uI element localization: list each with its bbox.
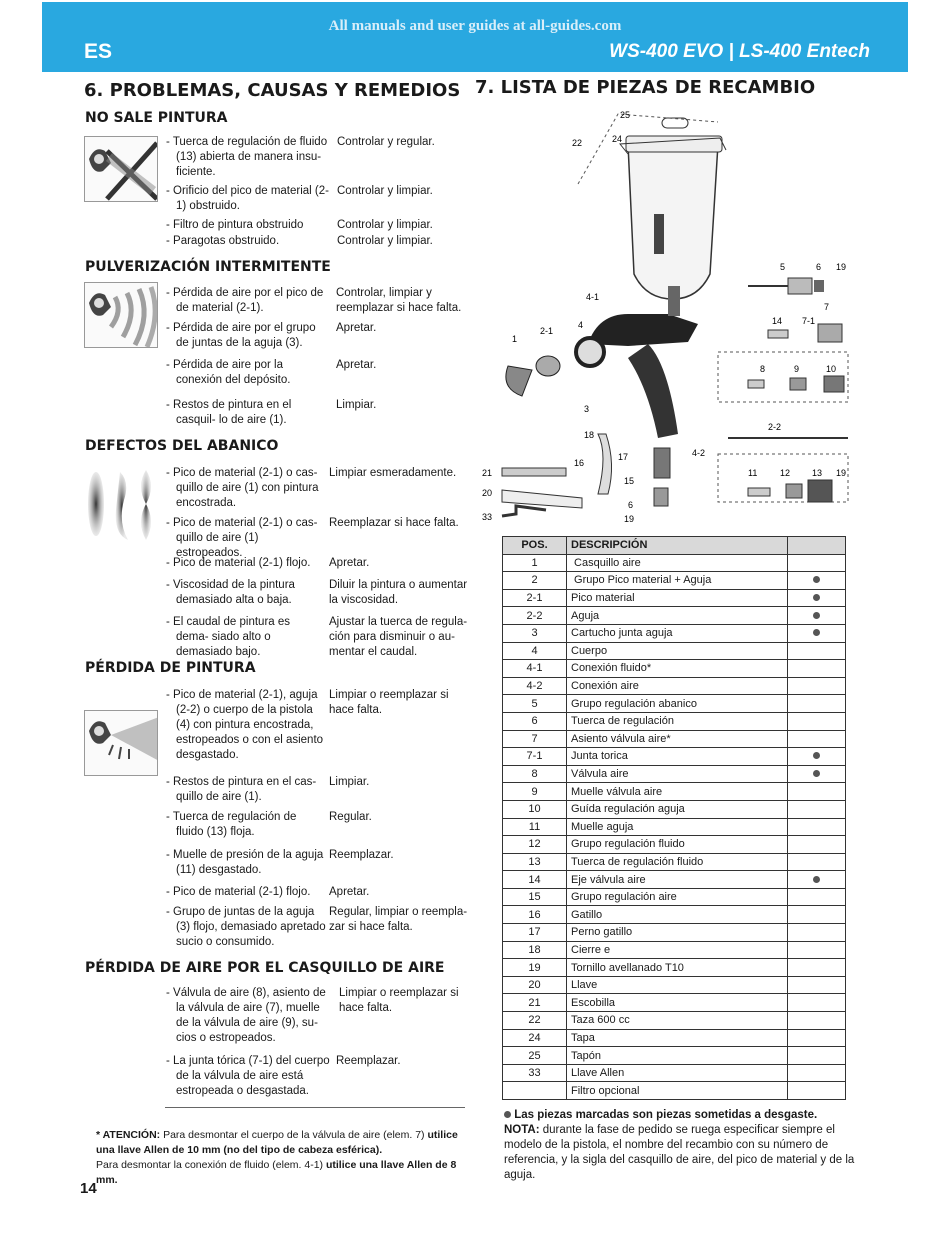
- part-description: Grupo regulación aire: [567, 888, 788, 906]
- remedy-text: Regular, limpiar o reempla- zar si hace falta.: [329, 906, 468, 933]
- section-title-air-leak: PÉRDIDA DE AIRE POR EL CASQUILLO DE AIRE: [85, 960, 445, 976]
- wear-marker: [788, 853, 846, 871]
- diagram-label: 10: [826, 364, 837, 374]
- diagram-label: 7: [824, 302, 830, 312]
- diagram-label: 6: [816, 262, 822, 272]
- remedy-text: Limpiar o reemplazar si hace falta.: [339, 987, 459, 1014]
- table-row: [503, 853, 846, 871]
- diagram-label: 11: [748, 468, 758, 478]
- part-position: 7-1: [503, 748, 567, 766]
- attention-text-2: Para desmontar la conexión de fluido (elem. 4-1): [96, 1159, 326, 1171]
- part-position: 7: [503, 730, 567, 748]
- cause-text: - Orificio del pico de material (2-1) obstruido.: [166, 185, 329, 212]
- part-position: 2-2: [503, 607, 567, 625]
- wear-marker: [788, 818, 846, 836]
- column-header-pos: POS.: [503, 537, 567, 555]
- wear-marker: [788, 1012, 846, 1030]
- order-note: [504, 1123, 864, 1183]
- part-position: 20: [503, 976, 567, 994]
- remedy-text: Limpiar o reemplazar si hace falta.: [329, 689, 449, 716]
- cause-text: - Restos de pintura en el casquil- lo de aire (1).: [166, 399, 292, 426]
- wear-marker: [788, 624, 846, 642]
- part-position: 13: [503, 853, 567, 871]
- table-row: [503, 677, 846, 695]
- diagram-label: 15: [624, 476, 635, 486]
- part-description: Conexión aire: [567, 677, 788, 695]
- section-divider: [165, 1107, 465, 1108]
- table-row: [503, 642, 846, 660]
- remedy-text: Controlar, limpiar y reemplazar si hace falta.: [336, 287, 462, 314]
- table-row: [503, 607, 846, 625]
- attention-label: * ATENCIÓN:: [96, 1129, 161, 1141]
- part-position: 24: [503, 1029, 567, 1047]
- part-position: 5: [503, 695, 567, 713]
- diagram-label: 16: [574, 458, 585, 468]
- remedy-text: Controlar y limpiar.: [337, 219, 433, 231]
- cause-text: - Filtro de pintura obstruido: [166, 219, 304, 231]
- cause-text: - Viscosidad de la pintura demasiado alta o baja.: [166, 579, 295, 606]
- table-row: [503, 695, 846, 713]
- wear-marker: [788, 730, 846, 748]
- no-paint-icon: [84, 136, 158, 202]
- column-header-description: DESCRIPCIÓN: [567, 537, 788, 555]
- wear-marker: [788, 836, 846, 854]
- wear-marker: [788, 712, 846, 730]
- part-description: Llave: [567, 976, 788, 994]
- model-name: WS-400 EVO | LS-400 Entech: [609, 41, 870, 62]
- table-row: [503, 624, 846, 642]
- part-description: Tuerca de regulación fluido: [567, 853, 788, 871]
- table-row: [503, 572, 846, 590]
- part-description: Conexión fluido*: [567, 660, 788, 678]
- part-description: Tapa: [567, 1029, 788, 1047]
- wear-marker: [788, 976, 846, 994]
- remedy-text: Controlar y limpiar.: [337, 235, 433, 247]
- table-row: [503, 976, 846, 994]
- table-row: [503, 748, 846, 766]
- remedy-text: Limpiar.: [336, 399, 377, 411]
- remedy-text: Reemplazar si hace falta.: [329, 517, 459, 529]
- fan-defect-icon: [84, 464, 158, 546]
- remedy-text: Regular.: [329, 811, 372, 823]
- page-header: [42, 2, 908, 72]
- diagram-label: 19: [836, 262, 847, 272]
- wear-marker: [788, 994, 846, 1012]
- part-position: 2-1: [503, 589, 567, 607]
- intermittent-spray-icon: [84, 282, 158, 348]
- remedy-text: Apretar.: [329, 557, 370, 569]
- table-row: [503, 1012, 846, 1030]
- part-position: 10: [503, 800, 567, 818]
- table-row: [503, 1029, 846, 1047]
- diagram-label: 3: [584, 404, 590, 414]
- part-position: 4-2: [503, 677, 567, 695]
- part-position: 12: [503, 836, 567, 854]
- part-description: Junta torica: [567, 748, 788, 766]
- part-description: Grupo regulación fluido: [567, 836, 788, 854]
- cause-text: - El caudal de pintura es dema- siado alto o demasiado bajo.: [166, 616, 291, 658]
- cause-text: - Tuerca de regulación de fluido (13) abierta de manera insu- ficiente.: [166, 136, 328, 178]
- diagram-label: 19: [836, 468, 847, 478]
- remedy-text: Reemplazar.: [336, 1055, 401, 1067]
- table-row: [503, 712, 846, 730]
- cause-text: - Pico de material (2-1) flojo.: [166, 886, 311, 898]
- diagram-label: 1: [512, 334, 518, 344]
- column-header-wear: [788, 537, 846, 555]
- part-description: Eje válvula aire: [567, 871, 788, 889]
- part-position: 6: [503, 712, 567, 730]
- wear-marker: [788, 1082, 846, 1100]
- diagram-label: 24: [612, 134, 623, 144]
- part-description: Válvula aire: [567, 765, 788, 783]
- diagram-label: 4-1: [586, 292, 600, 302]
- remedy-text: Ajustar la tuerca de regula- ción para disminuir o au- mentar el caudal.: [329, 616, 468, 658]
- wear-dot-icon: [813, 876, 820, 883]
- remedy-text: Reemplazar.: [329, 849, 394, 861]
- table-row: [503, 924, 846, 942]
- part-description: Guída regulación aguja: [567, 800, 788, 818]
- part-description: Muelle válvula aire: [567, 783, 788, 801]
- table-row: [503, 783, 846, 801]
- wear-dot-icon: [813, 629, 820, 636]
- cause-text: - Pico de material (2-1) o cas- quillo de aire (1) con pintura encostrada.: [166, 467, 319, 509]
- wear-marker: [788, 677, 846, 695]
- cause-text: - Grupo de juntas de la aguja (3) flojo, demasiado apretado sucio o consumido.: [166, 906, 326, 948]
- table-row: [503, 1064, 846, 1082]
- wear-dot-icon: [813, 752, 820, 759]
- exploded-parts-diagram: [478, 104, 858, 528]
- attention-bold-1: utilice una llave Allen de 10 mm (no del tipo de cabeza esférica).: [96, 1129, 458, 1156]
- diagram-label: 6: [628, 500, 634, 510]
- part-description: Tapón: [567, 1047, 788, 1065]
- part-description: Aguja: [567, 607, 788, 625]
- table-row: [503, 818, 846, 836]
- attention-bold-2: utilice una llave Allen de 8 mm.: [96, 1159, 457, 1186]
- diagram-label: 25: [620, 110, 631, 120]
- wear-marker: [788, 906, 846, 924]
- diagram-label: 12: [780, 468, 791, 478]
- wear-marker: [788, 924, 846, 942]
- remedy-text: Controlar y limpiar.: [337, 185, 433, 197]
- part-position: 8: [503, 765, 567, 783]
- parts-table: [502, 536, 846, 1100]
- table-row: [503, 730, 846, 748]
- diagram-label: 17: [618, 452, 629, 462]
- attention-note: [96, 1128, 468, 1188]
- wear-marker: [788, 695, 846, 713]
- remedy-text: Apretar.: [336, 359, 377, 371]
- wear-dot-icon: [813, 612, 820, 619]
- part-description: Tornillo avellanado T10: [567, 959, 788, 977]
- wear-marker: [788, 642, 846, 660]
- wear-marker: [788, 1047, 846, 1065]
- wear-marker: [788, 572, 846, 590]
- wear-dot-icon: [813, 770, 820, 777]
- diagram-label: 22: [572, 138, 583, 148]
- diagram-label: 4: [578, 320, 584, 330]
- section-title-intermittent: PULVERIZACIÓN INTERMITENTE: [85, 259, 331, 275]
- table-row: [503, 589, 846, 607]
- diagram-label: 9: [794, 364, 800, 374]
- part-position: 18: [503, 941, 567, 959]
- cause-text: - Tuerca de regulación de fluido (13) floja.: [166, 811, 297, 838]
- cause-text: - Pérdida de aire por el grupo de juntas de la aguja (3).: [166, 322, 316, 349]
- part-position: 1: [503, 554, 567, 572]
- cause-text: - Restos de pintura en el cas- quillo de aire (1).: [166, 776, 317, 803]
- wear-marker: [788, 1064, 846, 1082]
- part-position: 33: [503, 1064, 567, 1082]
- wear-dot-icon: [813, 594, 820, 601]
- cause-text: - Paragotas obstruido.: [166, 235, 280, 247]
- wear-marker: [788, 607, 846, 625]
- cause-text: - Pérdida de aire por la conexión del depósito.: [166, 359, 291, 386]
- diagram-label: 14: [772, 316, 783, 326]
- remedy-text: Diluir la pintura o aumentar la viscosidad.: [329, 579, 468, 606]
- part-description: Tuerca de regulación: [567, 712, 788, 730]
- diagram-label: 2-2: [768, 422, 782, 432]
- wear-legend-text: Las piezas marcadas son piezas sometidas a desgaste.: [514, 1109, 818, 1121]
- part-position: 21: [503, 994, 567, 1012]
- part-description: Gatillo: [567, 906, 788, 924]
- table-row: [503, 1047, 846, 1065]
- part-description: Escobilla: [567, 994, 788, 1012]
- order-note-text: durante la fase de pedido se ruega especificar siempre el modelo de la pistola, el nombre del recambio con su número de referencia, y la sigla del casquillo de aire, del pico de material y de la aguja.: [504, 1124, 855, 1181]
- part-position: 16: [503, 906, 567, 924]
- diagram-label: 33: [482, 512, 493, 522]
- remedy-text: Apretar.: [329, 886, 370, 898]
- wear-marker: [788, 941, 846, 959]
- part-description: Perno gatillo: [567, 924, 788, 942]
- part-position: [503, 1082, 567, 1100]
- wear-marker: [788, 748, 846, 766]
- table-row: [503, 994, 846, 1012]
- part-description: Asiento válvula aire*: [567, 730, 788, 748]
- order-note-label: NOTA:: [504, 1124, 540, 1136]
- remedy-text: Apretar.: [336, 322, 377, 334]
- cause-text: - La junta tórica (7-1) del cuerpo de la válvula de aire está estropeada o desgastada.: [166, 1055, 330, 1097]
- cause-text: - Pico de material (2-1) o cas- quillo de aire (1) estropeados.: [166, 517, 318, 559]
- diagram-label: 18: [584, 430, 595, 440]
- cause-text: - Válvula de aire (8), asiento de la válvula de aire (7), muelle de la válvula de aire (9), su- cios o estropeados.: [166, 987, 326, 1044]
- diagram-label: 2-1: [540, 326, 554, 336]
- part-position: 9: [503, 783, 567, 801]
- part-position: 3: [503, 624, 567, 642]
- table-row: [503, 765, 846, 783]
- part-position: 11: [503, 818, 567, 836]
- part-position: 19: [503, 959, 567, 977]
- cause-text: - Muelle de presión de la aguja (11) desgastado.: [166, 849, 324, 876]
- part-position: 14: [503, 871, 567, 889]
- troubleshooting-title: 6. PROBLEMAS, CAUSAS Y REMEDIOS: [84, 80, 461, 101]
- part-description: Casquillo aire: [567, 554, 788, 572]
- wear-marker: [788, 783, 846, 801]
- diagram-label: 19: [624, 514, 635, 524]
- wear-marker: [788, 554, 846, 572]
- part-description: Cierre e: [567, 941, 788, 959]
- wear-dot-icon: [504, 1111, 511, 1118]
- cause-text: - Pérdida de aire por el pico de de material (2-1).: [166, 287, 324, 314]
- part-description: Pico material: [567, 589, 788, 607]
- remedy-text: Limpiar.: [329, 776, 370, 788]
- part-description: Filtro opcional: [567, 1082, 788, 1100]
- wear-legend: [504, 1108, 864, 1123]
- diagram-label: 5: [780, 262, 786, 272]
- wear-marker: [788, 871, 846, 889]
- table-row: [503, 888, 846, 906]
- part-position: 2: [503, 572, 567, 590]
- part-description: Taza 600 cc: [567, 1012, 788, 1030]
- table-row: [503, 959, 846, 977]
- section-title-no-paint: NO SALE PINTURA: [85, 110, 228, 126]
- part-description: Grupo regulación abanico: [567, 695, 788, 713]
- table-row: [503, 800, 846, 818]
- parts-list-title: 7. LISTA DE PIEZAS DE RECAMBIO: [475, 77, 816, 98]
- parts-note: [504, 1108, 864, 1183]
- remedy-text: Limpiar esmeradamente.: [329, 467, 457, 479]
- part-description: Muelle aguja: [567, 818, 788, 836]
- part-position: 25: [503, 1047, 567, 1065]
- table-row: [503, 906, 846, 924]
- wear-marker: [788, 888, 846, 906]
- wear-dot-icon: [813, 576, 820, 583]
- diagram-label: 7-1: [802, 316, 816, 326]
- table-row: [503, 941, 846, 959]
- part-position: 4: [503, 642, 567, 660]
- table-row: [503, 836, 846, 854]
- wear-marker: [788, 589, 846, 607]
- diagram-label: 21: [482, 468, 493, 478]
- diagram-label: 13: [812, 468, 823, 478]
- table-row: [503, 660, 846, 678]
- table-row: [503, 1082, 846, 1100]
- part-position: 4-1: [503, 660, 567, 678]
- part-description: Cartucho junta aguja: [567, 624, 788, 642]
- part-description: Llave Allen: [567, 1064, 788, 1082]
- diagram-label: 8: [760, 364, 766, 374]
- part-position: 22: [503, 1012, 567, 1030]
- wear-marker: [788, 800, 846, 818]
- language-code: ES: [84, 40, 113, 63]
- table-row: [503, 554, 846, 572]
- cause-text: - Pico de material (2-1), aguja (2-2) o cuerpo de la pistola (4) con pintura encostrada, estropeados o con el asiento desgastado.: [166, 689, 324, 761]
- table-row: [503, 871, 846, 889]
- wear-marker: [788, 660, 846, 678]
- page-number: 14: [80, 1180, 97, 1197]
- wear-marker: [788, 765, 846, 783]
- attention-text-1: Para desmontar el cuerpo de la válvula de aire (elem. 7): [160, 1129, 428, 1141]
- part-description: Grupo Pico material + Aguja: [567, 572, 788, 590]
- remedy-text: Controlar y regular.: [337, 136, 435, 148]
- part-description: Cuerpo: [567, 642, 788, 660]
- table-header-row: [503, 537, 846, 555]
- site-banner[interactable]: All manuals and user guides at all-guides.com: [328, 18, 622, 34]
- diagram-label: 4-2: [692, 448, 706, 458]
- section-title-fan-defects: DEFECTOS DEL ABANICO: [85, 438, 279, 454]
- paint-leak-icon: [84, 710, 158, 776]
- part-position: 17: [503, 924, 567, 942]
- wear-marker: [788, 959, 846, 977]
- wear-marker: [788, 1029, 846, 1047]
- part-position: 15: [503, 888, 567, 906]
- section-title-paint-leak: PÉRDIDA DE PINTURA: [85, 660, 256, 676]
- cause-text: - Pico de material (2-1) flojo.: [166, 557, 311, 569]
- diagram-label: 20: [482, 488, 493, 498]
